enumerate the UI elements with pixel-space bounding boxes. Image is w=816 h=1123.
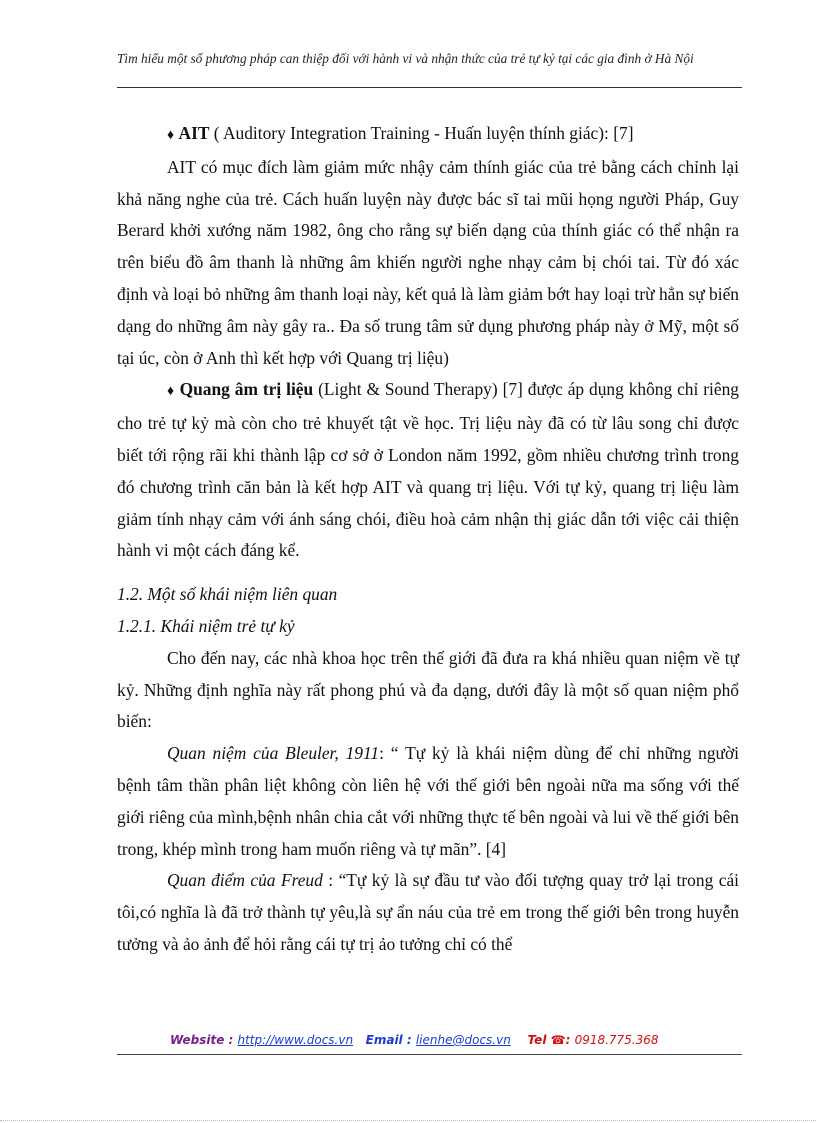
ait-heading-rest: ( Auditory Integration Training - Huấn luyện thính giác): [7] xyxy=(209,123,634,143)
bleuler-paragraph xyxy=(117,738,739,865)
freud-paragraph xyxy=(117,865,739,960)
freud-text: : “Tự kỷ là sự đầu tư vào đối tượng quay trở lại trong cái tôi,có nghĩa là đã trở thành tự yêu,là sự ẩn náu của trẻ em trong thế giới bên trong huyễn tưởng và ảo ảnh để hỏi rằng cái tự trị ảo tưởng chỉ có thể xyxy=(117,870,739,954)
diamond-bullet-icon: ♦ xyxy=(167,128,175,143)
subsection-heading: 1.2.1. Khái niệm trẻ tự kỷ xyxy=(117,615,295,636)
header-divider xyxy=(117,87,742,88)
light-therapy-paragraph xyxy=(117,374,739,567)
bleuler-text: : “ Tự kỷ là khái niệm dùng để chỉ những người bệnh tâm thần phân liệt không còn liên hệ với thế giới bên ngoài nữa ma sống với thế giới riêng của mình,bệnh nhân chia cắt với những thực tế bên ngoài và lui về thế giới bên trong, khép mình trong ham muốn riêng và tự mãn”. [4] xyxy=(117,743,740,859)
page-header xyxy=(117,50,742,68)
light-therapy-term: Quang âm trị liệu xyxy=(179,379,314,400)
website-label: Website : xyxy=(170,1033,234,1047)
tel-value: 0918.775.368 xyxy=(574,1033,659,1047)
ait-paragraph: AIT có mục đích làm giảm mức nhậy cảm thính giác của trẻ bằng cách chỉnh lại khả năng nghe của trẻ. Cách huấn luyện này được bác sĩ tai mũi họng người Pháp, Guy Berard khởi xướng năm 1982, ông cho rằng sự biến dạng của thính giác có thể nhận ra trên biểu đồ âm thanh là những âm khiến người nghe nhạy cảm bị chói tai. Từ đó xác định và loại bỏ những âm thanh loại này, kết quả là làm giảm bớt hay loại trừ hẳn sự biến dạng do những âm này gây ra.. Đa số trung tâm sử dụng phương pháp này ở Mỹ, một số tại úc, còn ở Anh thì kết hợp với Quang trị liệu) xyxy=(117,156,739,368)
email-label: Email : xyxy=(365,1033,412,1047)
ait-term: AIT xyxy=(178,123,210,143)
website-link[interactable]: http://www.docs.vn xyxy=(237,1033,354,1047)
page-footer xyxy=(170,1033,659,1047)
section-heading: 1.2. Một số khái niệm liên quan xyxy=(117,584,338,605)
document-body xyxy=(117,118,739,961)
ait-bullet-heading xyxy=(117,118,739,152)
diamond-bullet-icon: ♦ xyxy=(167,384,175,400)
freud-label: Quan điểm của Freud xyxy=(167,870,323,891)
header-title: Tìm hiểu một số phương pháp can thiệp đối với hành vi và nhận thức của trẻ tự kỷ tại các gia đình ở Hà Nội xyxy=(117,51,694,66)
tel-label: Tel ☎: xyxy=(527,1033,571,1047)
bleuler-label: Quan niệm của Bleuler, 1911 xyxy=(167,743,380,764)
intro-paragraph: Cho đến nay, các nhà khoa học trên thế giới đã đưa ra khá nhiều quan niệm về tự kỷ. Những định nghĩa này rất phong phú và đa dạng, dưới đây là một số quan niệm phổ biến: xyxy=(117,647,739,732)
email-link[interactable]: lienhe@docs.vn xyxy=(415,1033,511,1047)
light-therapy-text: (Light & Sound Therapy) [7] được áp dụng không chỉ riêng cho trẻ tự kỷ mà còn cho trẻ khuyết tật về học. Trị liệu này đã có từ lâu song chỉ được biết tới rộng rãi khi thành lập cơ sở ở London năm 1992, gồm nhiều chương trình trong đó chương trình căn bản là kết hợp AIT và quang trị liệu. Với tự kỷ, quang trị liệu làm giảm tính nhạy cảm với ánh sáng chói, điều hoà cảm nhận thị giác dẫn tới việc cải thiện hành vi một cách đáng kể. xyxy=(117,379,739,561)
footer-divider xyxy=(117,1054,742,1055)
page-bottom-edge xyxy=(0,1120,816,1121)
